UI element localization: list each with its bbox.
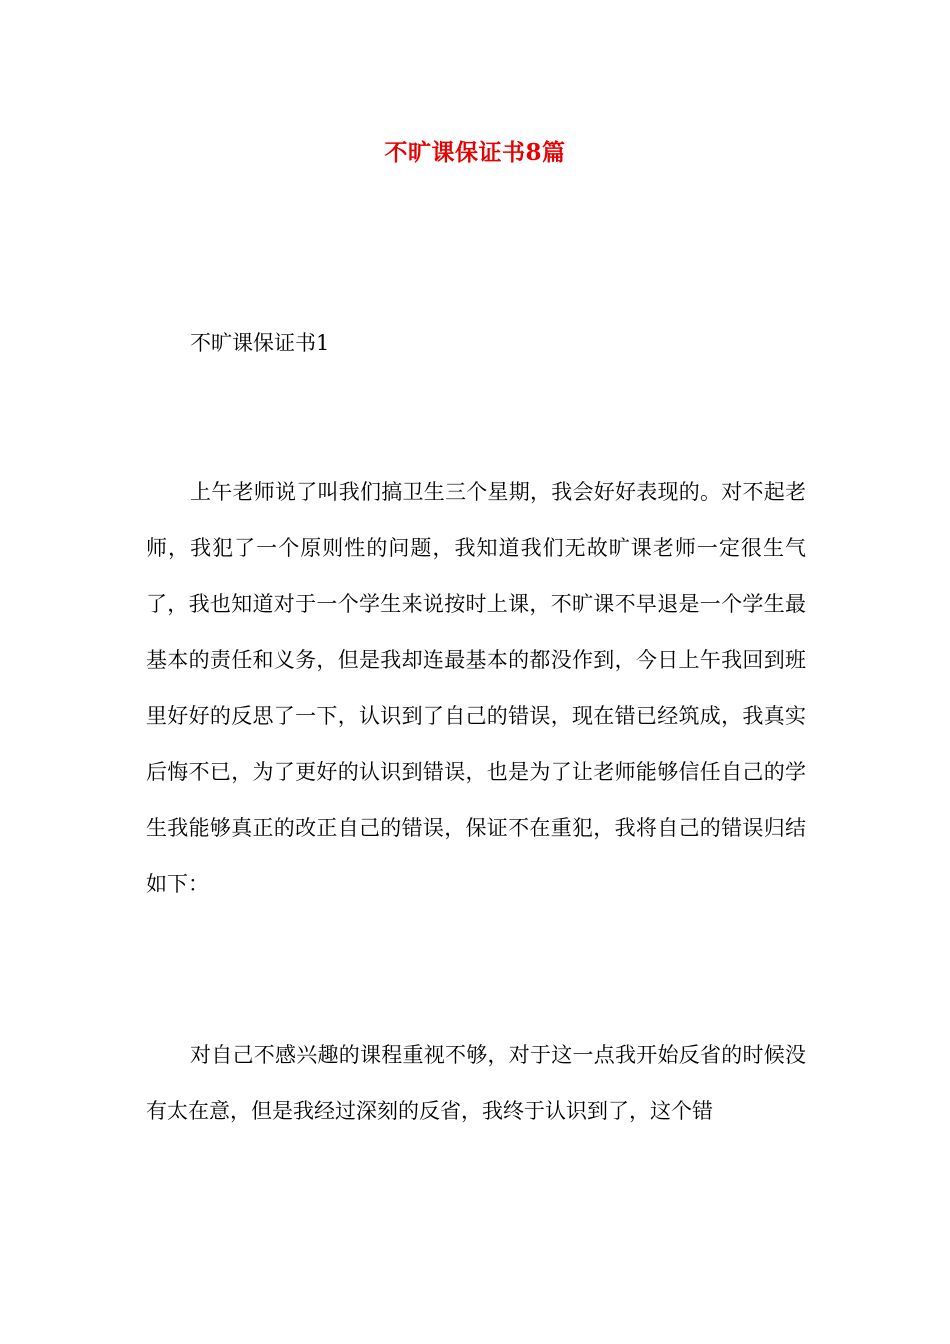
body-paragraph: 上午老师说了叫我们搞卫生三个星期，我会好好表现的。对不起老师，我犯了一个原则性的问题，我知道我们无故旷课老师一定很生气了，我也知道对于一个学生来说按时上课，不旷课不早退是一个学生最基本的责任和义务，但是我却连最基本的都没作到，今日上午我回到班里好好的反思了一下，认识到了自己的错误，现在错已经筑成，我真实后悔不已，为了更好的认识到错误，也是为了让老师能够信任自己的学生我能够真正的改正自己的错误，保证不在重犯，我将自己的错误归结如下： [146, 480, 806, 896]
section-heading: 不旷课保证书1 [190, 331, 330, 355]
body-paragraph: 对自己不感兴趣的课程重视不够，对于这一点我开始反省的时候没有太在意，但是我经过深刻的反省，我终于认识到了，这个错 [146, 1043, 806, 1123]
document-title: 不旷课保证书8篇 [384, 139, 566, 166]
